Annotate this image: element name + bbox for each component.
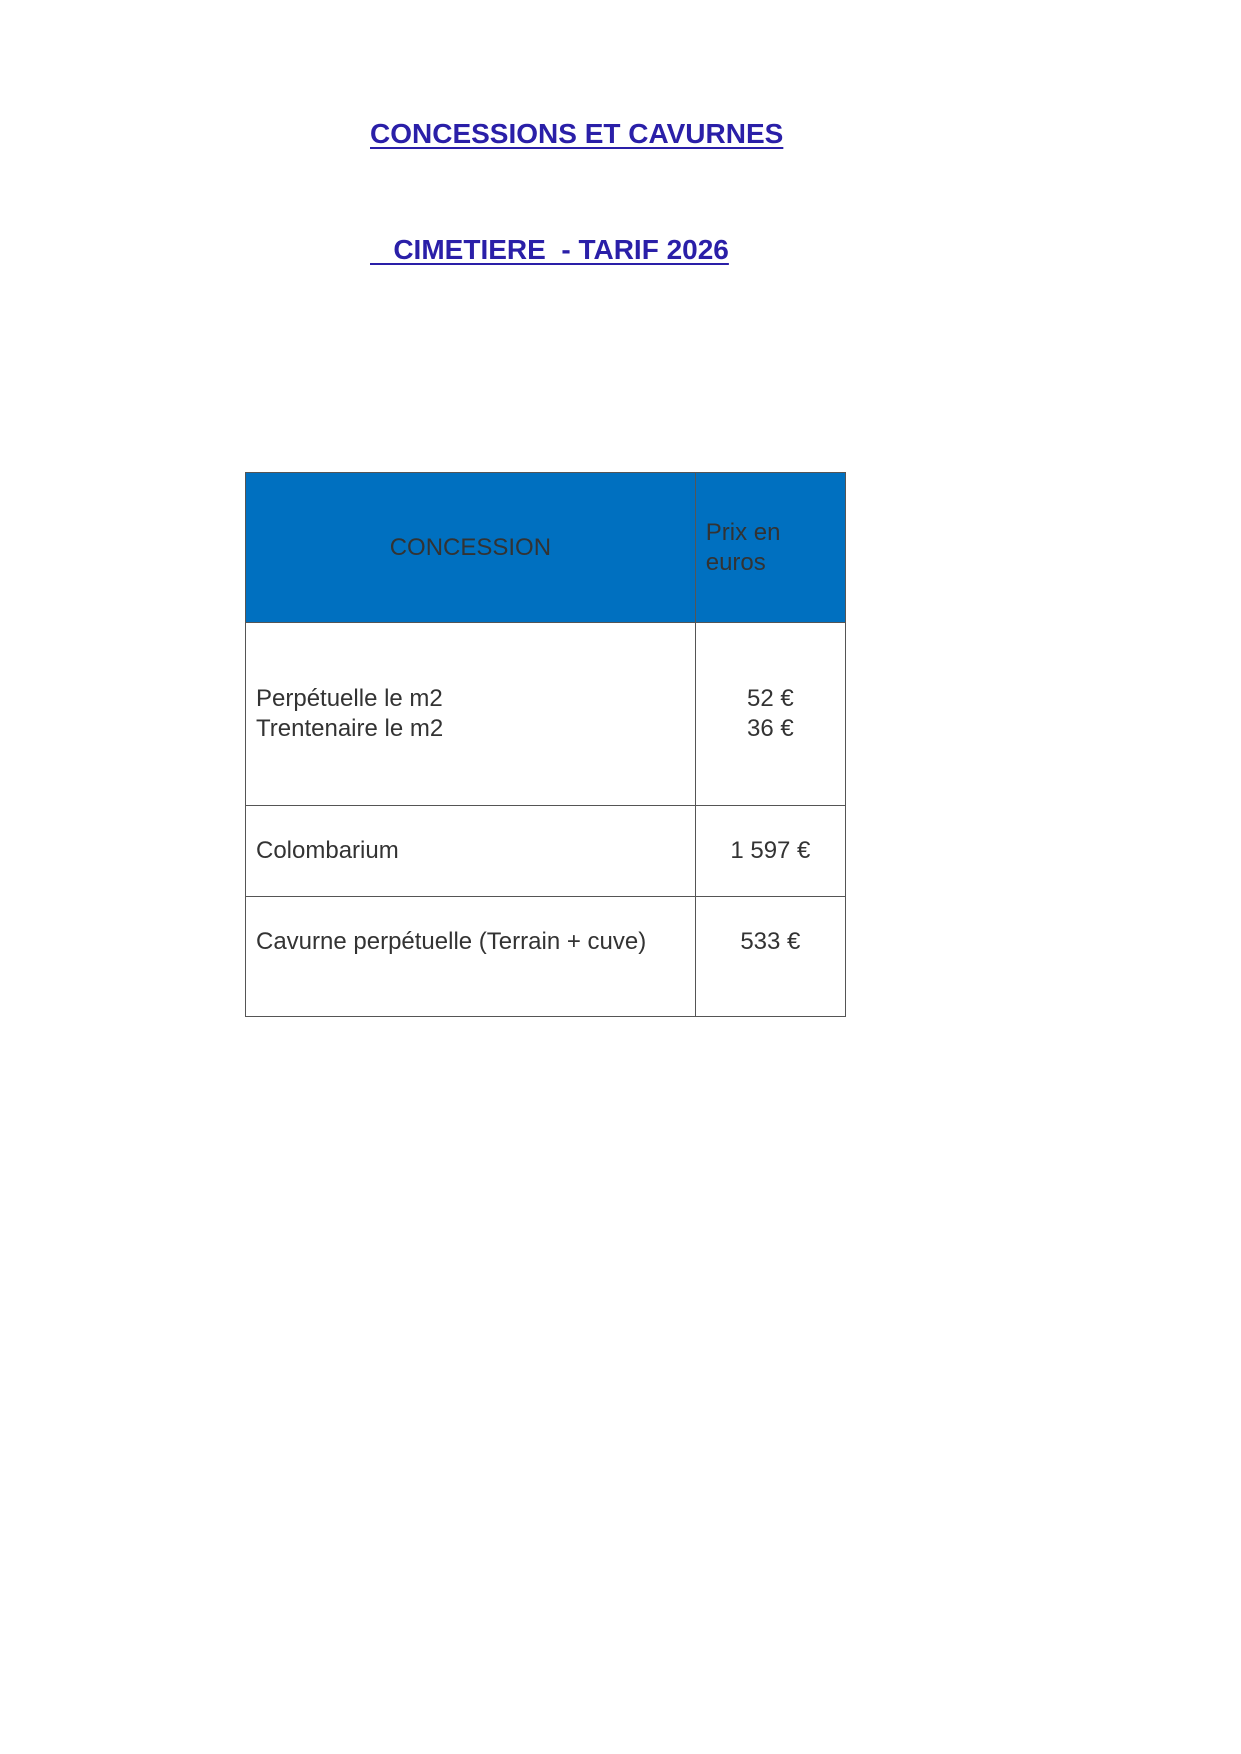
header-price-line2: euros: [705, 548, 766, 576]
row-price: 533 €: [740, 927, 801, 955]
table-row: [246, 896, 846, 1016]
header-price: [695, 473, 845, 623]
row-label-cell: [246, 623, 696, 805]
header-price-line1: Prix en: [705, 518, 781, 546]
row-price: 1 597 €: [730, 836, 811, 864]
row-label-cell: [246, 805, 696, 896]
row-label: Trentenaire le m2: [256, 714, 444, 742]
row-price: 52 €: [747, 684, 794, 712]
tariff-table: [245, 472, 846, 1017]
table-row: [246, 623, 846, 805]
row-price-cell: [695, 896, 845, 1016]
header-concession: CONCESSION: [246, 473, 696, 623]
row-label-cell: [246, 896, 696, 1016]
table-header-row: [246, 473, 846, 623]
page-title: CONCESSIONS ET CAVURNES: [370, 118, 784, 149]
page-subtitle: CIMETIERE - TARIF 2026: [370, 234, 729, 265]
row-price-cell: [695, 623, 845, 805]
row-label: Colombarium: [256, 836, 399, 864]
row-label: Cavurne perpétuelle (Terrain + cuve): [256, 927, 647, 955]
row-price: 36 €: [747, 714, 794, 742]
row-price-cell: [695, 805, 845, 896]
row-label: Perpétuelle le m2: [256, 684, 443, 712]
table-row: [246, 805, 846, 896]
